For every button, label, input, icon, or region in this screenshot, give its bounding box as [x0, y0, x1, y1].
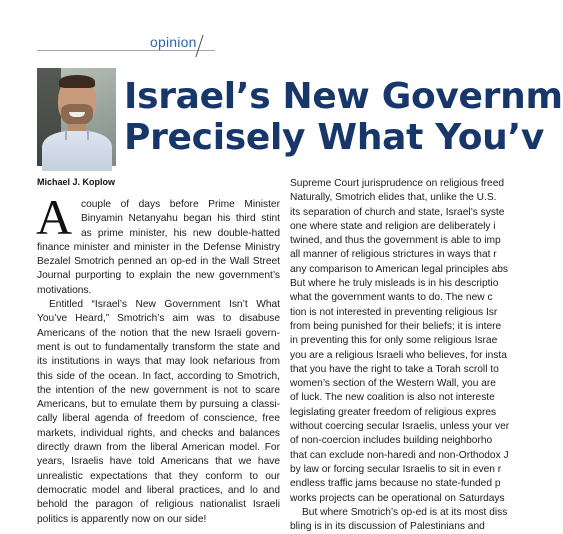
body-line: couple of days before Prime Minister [81, 199, 280, 210]
body-line: behold the paragon of religious nationalist Israeli [37, 499, 280, 511]
body-line: this side of the ocean. In fact, according to Smotrich, [37, 370, 280, 382]
author-byline: Michael J. Koplow [37, 177, 116, 187]
body-line: directly drawn from the liberal American model. For [37, 442, 280, 454]
article-column-right [290, 177, 512, 534]
body-line: without coercing secular Israelis, unless your ver [290, 421, 510, 433]
body-line: Americans of the notion that the new Israeli govern- [37, 327, 280, 339]
body-line: years, Israelis have told Americans that we have [37, 456, 280, 468]
body-line: legislating greater freedom of religious expres [290, 406, 497, 418]
body-line: But where he truly misleads is in his descriptio [290, 278, 499, 290]
body-line: But where Smotrich’s op-ed is at its most diss [302, 506, 508, 518]
body-line: markets, individual rights, and checks and balances [37, 427, 280, 439]
article-column-left [36, 189, 280, 527]
body-line: Bezalel Smotrich penned an op-ed in the Wall Street [37, 256, 280, 268]
body-line: the intention of the new government is not to scare [37, 384, 280, 396]
body-line: Binyamin Netanyahu began his third stint [81, 213, 280, 225]
body-line: by law or forcing secular Israelis to sit in even r [290, 463, 502, 475]
body-line: Journal purporting to explain the new government’s [37, 270, 280, 282]
body-line: finance minister and minister in the Defense Ministry [37, 241, 280, 253]
body-line: Entitled “Israel’s New Government Isn’t What [49, 299, 280, 311]
body-line: you are a religious Israeli who believes, for insta [290, 349, 507, 361]
body-line: endless traffic jams because no state-funded p [290, 478, 501, 490]
body-line: politics is apparently now on our side! [37, 513, 207, 525]
body-line: all manner of religious strictures in ways that r [290, 249, 497, 261]
body-line: its separation of church and state, Israel’s syste [290, 206, 505, 218]
body-line: democratic model and liberal practices, and lo and [37, 484, 280, 496]
body-line: motivations. [37, 284, 92, 296]
body-line: that can exclude non-haredi and non-Orthodox J [290, 449, 509, 461]
body-line: any comparison to American legal principles abs [290, 263, 509, 275]
body-line: works projects can be operational on Saturdays [290, 492, 505, 504]
body-line: of luck. The new coalition is also not intereste [290, 392, 495, 404]
headline-line-1: Israel’s New Governm [124, 76, 563, 117]
section-divider [37, 50, 215, 51]
body-line: in preventing this for only some religious Israe [290, 335, 498, 347]
body-line: cally liberal agenda of freedom of conscience, free [37, 413, 280, 425]
body-line: women’s section of the Western Wall, you are [290, 378, 496, 390]
body-line: that you have the right to take a Torah scroll to [290, 363, 499, 375]
body-line: twined, and thus the government is able to imp [290, 235, 501, 247]
body-line: unrealistic expectations that they conform to our [37, 470, 280, 482]
body-line: one where state and religion are deliberately i [290, 220, 496, 232]
author-photo [37, 68, 116, 166]
body-line: Naturally, Smotrich elides that, unlike the U.S. [290, 192, 497, 204]
body-line: Americans, but to emulate them by pursuing a classi- [37, 399, 280, 411]
body-line: from being punished for their beliefs; it is intere [290, 320, 502, 332]
section-slash-mark [195, 35, 203, 57]
body-line: as prime minister, his new double-hatted [81, 227, 280, 239]
drop-cap: A [36, 189, 73, 245]
body-line: its institutions in ways that may look nefarious from [37, 356, 280, 368]
body-line: ment is out to fundamentally transform the state and [37, 341, 280, 353]
section-label: opinion [150, 34, 197, 50]
body-line: of non-coercion includes building neighborho [290, 435, 493, 447]
body-line: You’ve Heard,” Smotrich’s aim was to disabuse [37, 313, 280, 325]
headline-line-2: Precisely What You’v [124, 117, 545, 158]
body-line: Supreme Court jurisprudence on religious freed [290, 178, 505, 189]
body-line: what the government wants to do. The new c [290, 292, 493, 304]
body-line: tion is not interested in preventing religious Isr [290, 306, 498, 318]
article-headline [124, 76, 563, 158]
body-line: bling is in its discussion of Palestinians and [290, 521, 485, 533]
